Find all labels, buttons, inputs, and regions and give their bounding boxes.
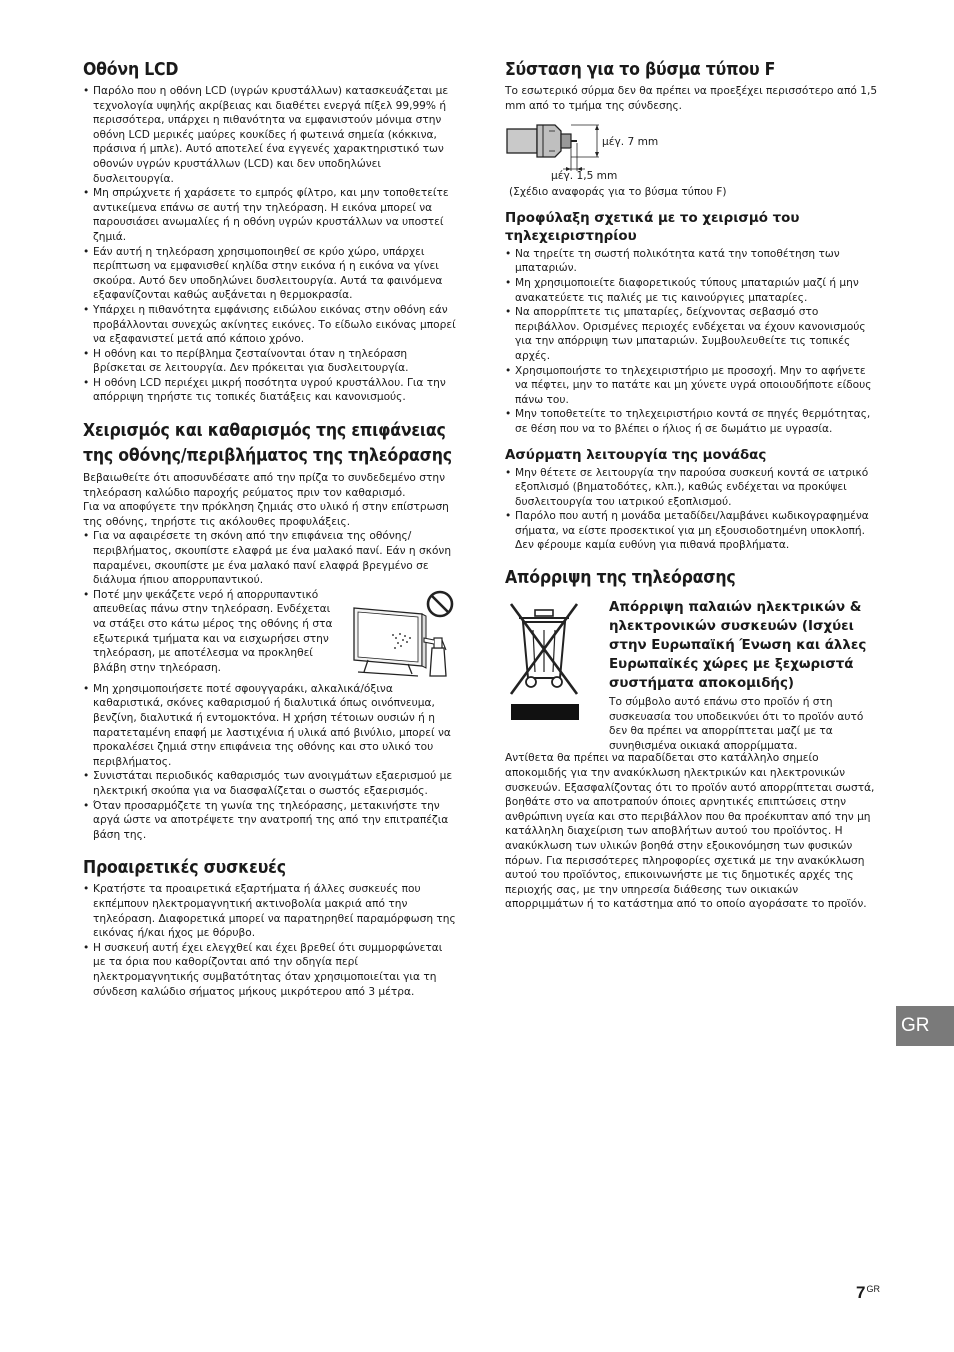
f-plug-label-7mm: μέγ. 7 mm — [602, 136, 659, 149]
list-item: • Μην θέτετε σε λειτουργία την παρούσα συσκευή κοντά σε ιατρικό εξοπλισμό (βηματοδότες, κλπ.), καθώς ενδέχεται να προκύψει δυσλειτουργία του ιατρικού εξοπλισμού. — [505, 466, 880, 510]
list-item: • Συνιστάται περιοδικός καθαρισμός των ανοιγμάτων εξαερισμού με ηλεκτρική σκούπα για να διασφαλίζεται ο σωστός εξαερισμός. — [83, 769, 458, 798]
list-item: • Παρόλο που αυτή η μονάδα μεταδίδει/λαμβάνει κωδικογραφημένα σήματα, να είστε προσεκτικοί για μη εξουσιοδοτημένη υποκλοπή. Δεν φέρουμε καμία ευθύνη για πιθανά προβλήματα. — [505, 509, 880, 553]
remote-heading: Προφύλαξη σχετικά με το χειρισμό του τηλεχειριστηρίου — [505, 210, 800, 244]
list-item: • Υπάρχει η πιθανότητα εμφάνισης ειδώλου εικόνας στην οθόνη εάν προβάλλονται συνεχώς ακίνητες εικόνες. Το είδωλο εικόνας μπορεί να εξαφανιστεί μετά από κάποιο χρόνο. — [83, 303, 458, 347]
list-item: • Η οθόνη και το περίβλημα ζεσταίνονται όταν η τηλεόραση βρίσκεται σε λειτουργία. Δεν πρόκειται για δυσλειτουργία. — [83, 347, 458, 376]
list-item: • Κρατήστε τα προαιρετικά εξαρτήματα ή άλλες συσκευές που εκπέμπουν ηλεκτρομαγνητική ακτινοβολία μακριά από την τηλεόραση. Διαφορετικά μπορεί να παρατηρηθεί παραμόρφωση της εικόνας ή/και ήχος με θόρυβο. — [83, 882, 458, 940]
remote-list — [505, 247, 880, 437]
disposal-heading: Απόρριψη της τηλεόρασης — [505, 568, 736, 589]
cleaning-intro-1: Βεβαιωθείτε ότι αποσυνδέσατε από την πρίζα το συνδεδεμένο στην τηλεόραση καλώδιο παροχής ρεύματος πριν τον καθαρισμό. — [83, 472, 445, 499]
lcd-heading: Οθόνη LCD — [83, 60, 179, 80]
optional-devices-list — [83, 882, 458, 999]
no-spray-tv-illustration — [348, 588, 458, 680]
list-item: • Η οθόνη LCD περιέχει μικρή ποσότητα υγρού κρυστάλλου. Για την απόρριψη τηρήστε τις τοπικές διατάξεις και κανονισμούς. — [83, 376, 458, 405]
list-item: • Μη σπρώχνετε ή χαράσετε το εμπρός φίλτρο, και μην τοποθετείτε αντικείμενα επάνω σε αυτή την τηλεόραση. Η εικόνα μπορεί να παρουσιάσει ανωμαλίες ή η οθόνη υγρών κρυστάλλων να υποστεί ζημιά. — [83, 186, 458, 244]
weee-heading: Απόρριψη παλαιών ηλεκτρικών & ηλεκτρονικών συσκευών (Ισχύει στην Ευρωπαϊκή Ένωση και άλλες Ευρωπαϊκές χώρες με ξεχωριστά συστήματα αποκομιδής) — [609, 600, 867, 692]
crossed-bin-icon — [505, 598, 583, 722]
page-number-suffix: GR — [866, 1284, 880, 1294]
f-plug-text: Το εσωτερικό σύρμα δεν θα πρέπει να προεξέχει περισσότερο από 1,5 mm από το τμήμα της σύνδεσης. — [505, 85, 878, 112]
optional-devices-heading: Προαιρετικές συσκευές — [83, 858, 286, 879]
cleaning-item-spray-text: Ποτέ μην ψεκάζετε νερό ή απορρυπαντικό απευθείας πάνω στην τηλεόραση. Ενδέχεται να στάξει στο κάτω μέρος της οθόνης ή στα εξωτερικά τμήματα και να εισχωρήσει στην τηλεόραση, με αποτέλεσμα να προκληθεί βλάβη στην τηλεόραση. — [93, 588, 333, 674]
list-item: • Μη χρησιμοποιήσετε ποτέ σφουγγαράκι, αλκαλικά/όξινα καθαριστικά, σκόνες καθαρισμού ή διαλυτικά όπως οινόπνευμα, βενζίνη, διαλυτικά ή εντομοκτόνα. Η χρήση τέτοιων ουσιών ή η παρατεταμένη επαφή με λαστιχένια ή υλικά από βινύλιο, μπορεί να προκαλέσει ζημιά στην επιφάνεια της οθόνης και στο υλικό του περιβλήματος. — [83, 682, 458, 770]
cleaning-heading: Χειρισμός και καθαρισμός της επιφάνειας της οθόνης/περιβλήματος της τηλεόρασης — [83, 421, 452, 467]
page-number-value: 7 — [856, 1283, 866, 1302]
list-item: • Χρησιμοποιήστε το τηλεχειριστήριο με προσοχή. Μην το αφήνετε να πέφτει, μην το πατάτε και μη χύνετε υγρά οποιουδήποτε είδους πάνω του. — [505, 364, 880, 408]
weee-block — [505, 598, 880, 753]
list-item: • Η συσκευή αυτή έχει ελεγχθεί και έχει βρεθεί ότι συμμορφώνεται με τα όρια που καθορίζονται από την οδηγία περί ηλεκτρομαγνητικής συμβατότητας όταν χρησιμοποιείται για τη σύνδεση καλώδιο σήματος μήκους μικρότερου από 3 μέτρα. — [83, 941, 458, 999]
list-item: • Μην τοποθετείτε το τηλεχειριστήριο κοντά σε πηγές θερμότητας, σε θέση που να το βλέπει ο ήλιος ή σε δωμάτιο με υγρασία. — [505, 407, 880, 436]
list-item: • Να τηρείτε τη σωστή πολικότητα κατά την τοποθέτηση των μπαταριών. — [505, 247, 880, 276]
left-column — [83, 58, 458, 999]
f-plug-figure — [505, 121, 880, 197]
wireless-heading: Ασύρματη λειτουργία της μονάδας — [505, 447, 767, 463]
weee-long-text: Αντίθετα θα πρέπει να παραδίδεται στο κατάλληλο σημείο αποκομιδής για την ανακύκλωση ηλεκτρικών και ηλεκτρονικών συσκευών. Εξασφαλίζοντας ότι το προϊόν αυτό απορρίπτεται σωστά, βοηθάτε στο να αποτραπούν όποιες αρνητικές επιπτώσεις στην ανθρώπινη υγεία και στο περιβάλλον που θα προέκυπταν από την μη κατάλληλη διαχείριση των αποβλήτων αυτού του προϊόντος. Η ανακύκλωση των υλικών βοηθά στην εξοικονόμηση των φυσικών πόρων. Για περισσότερες πληροφορίες σχετικά με την ανακύκλωση αυτού του προϊόντος, επικοινωνήστε με τις δημοτικές αρχές της περιοχής σας, με την υπηρεσία διάθεσης των οικιακών απορριμμάτων ή το κατάστημα από το οποίο αγοράσατε το προϊόν. — [505, 752, 875, 911]
f-plug-caption: (Σχέδιο αναφοράς για το βύσμα τύπου F) — [509, 186, 727, 199]
cleaning-intro-2: Για να αποφύγετε την πρόκληση ζημιάς στο υλικό ή στην επίστρωση της οθόνης, τηρήστε τις ακόλουθες προφυλάξεις. — [83, 501, 449, 528]
weee-short-text: Το σύμβολο αυτό επάνω στο προϊόν ή στη συσκευασία του υποδεικνύει ότι το προϊόν αυτό δεν θα πρέπει να απορρίπτεται μαζί με τα συνηθισμένα οικιακά απορρίμματα. — [609, 696, 864, 752]
cleaning-list — [83, 529, 458, 681]
list-item: • Μη χρησιμοποιείτε διαφορετικούς τύπους μπαταριών μαζί ή μην ανακατεύετε τις παλιές με τις καινούργιες μπαταρίες. — [505, 276, 880, 305]
page-number — [856, 1283, 880, 1303]
cleaning-list-rest — [83, 682, 458, 843]
f-plug-heading: Σύσταση για το βύσμα τύπου F — [505, 60, 776, 80]
list-item: • Παρόλο που η οθόνη LCD (υγρών κρυστάλλων) κατασκευάζεται με τεχνολογία υψηλής ακρίβειας και διαθέτει ενεργά πίξελ 99,99% ή περισσότερα, υπάρχει η πιθανότητα να εμφανιστούν μόνιμα στην οθόνη LCD μερικές μαύρες κουκίδες ή φωτεινά σημεία (κόκκινα, πράσινα ή μπλε). Αυτό αποτελεί ένα εγγενές χαρακτηριστικό των οθονών υγρών κρυστάλλων (LCD) και δεν υποδηλώνει δυσλειτουργία. — [83, 84, 458, 186]
list-item: • Εάν αυτή η τηλεόραση χρησιμοποιηθεί σε κρύο χώρο, υπάρχει περίπτωση να εμφανισθεί κηλίδα στην εικόνα ή η εικόνα να γίνει σκούρα. Αυτό δεν υποδηλώνει δυσλειτουργία. Αυτά τα φαινόμενα εξαφανίζονται καθώς αυξάνεται η θερμοκρασία. — [83, 245, 458, 303]
list-item: • Να απορρίπτετε τις μπαταρίες, δείχνοντας σεβασμό στο περιβάλλον. Ορισμένες περιοχές ενδέχεται να έχουν κανονισμούς για την απόρριψη των μπαταριών. Συμβουλευθείτε τις τοπικές αρχές. — [505, 305, 880, 363]
f-plug-label-1-5mm: μέγ. 1,5 mm — [551, 170, 618, 183]
lcd-list — [83, 84, 458, 405]
wireless-list — [505, 466, 880, 554]
list-item: • Όταν προσαρμόζετε τη γωνία της τηλεόρασης, μετακινήστε την αργά ώστε να αποτρέψετε την ανατροπή της από την επιτραπέζια βάση της. — [83, 799, 458, 843]
cleaning-item-spray — [83, 588, 458, 682]
cleaning-item: • Για να αφαιρέσετε τη σκόνη από την επιφάνεια της οθόνης/περιβλήματος, σκουπίστε ελαφρά με ένα μαλακό πανί. Εάν η σκόνη παραμένει, σκουπίστε με ένα μαλακό πανί ελαφρά βρεγμένο σε διάλυμα ήπιου απορρυπαντικού. — [83, 529, 458, 587]
right-column — [505, 58, 880, 912]
language-tab: GR — [896, 1006, 954, 1046]
